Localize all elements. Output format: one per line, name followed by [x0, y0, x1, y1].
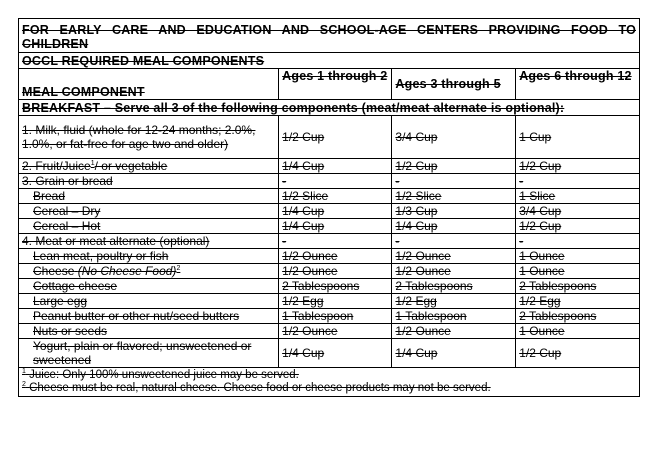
breakfast-header: BREAKFAST – Serve all 3 of the following components (meat/meat alternate is optional): — [19, 100, 640, 116]
row-value-ages6: 1/2 Cup — [516, 159, 640, 174]
row-label-text: 3. Grain or bread — [22, 174, 113, 188]
row-value-ages3: 1 Tablespoon — [392, 309, 516, 324]
row-value-ages6: 1 Slice — [516, 189, 640, 204]
row-footnote-mark: 1 — [90, 160, 95, 167]
title-row — [19, 19, 640, 53]
row-value-ages6: 1 Ounce — [516, 324, 640, 339]
row-label — [19, 219, 279, 234]
row-label — [19, 159, 279, 174]
table-row — [19, 309, 640, 324]
row-value-ages3: - — [392, 234, 516, 249]
table-row — [19, 339, 640, 368]
row-value-ages6: 2 Tablespoons — [516, 309, 640, 324]
footnote-mark: 1 — [22, 368, 26, 376]
row-value-ages6: 1 Ounce — [516, 264, 640, 279]
row-value-ages1: 2 Tablespoons — [279, 279, 392, 294]
column-header-component: MEAL COMPONENT — [19, 69, 279, 100]
row-value-ages6: 1 Ounce — [516, 249, 640, 264]
table-row — [19, 116, 640, 159]
row-value-ages6: 1/2 Cup — [516, 219, 640, 234]
row-value-ages3: 1/3 Cup — [392, 204, 516, 219]
row-value-ages3: 1/2 Ounce — [392, 324, 516, 339]
row-value-ages3: - — [392, 174, 516, 189]
row-label-text: Bread — [33, 189, 66, 203]
column-header-ages1: Ages 1 through 2 — [279, 69, 392, 100]
table-body — [19, 116, 640, 368]
row-label — [19, 174, 279, 189]
table-subtitle: OCCL REQUIRED MEAL COMPONENTS — [19, 53, 640, 69]
row-label-text: Large egg — [33, 294, 88, 308]
row-label — [19, 264, 279, 279]
row-label — [19, 324, 279, 339]
row-label-text: 2. Fruit/Juice — [22, 159, 91, 173]
row-value-ages3: 1/2 Ounce — [392, 264, 516, 279]
row-value-ages3: 1/2 Slice — [392, 189, 516, 204]
row-value-ages1: 1/4 Cup — [279, 219, 392, 234]
row-value-ages3: 2 Tablespoons — [392, 279, 516, 294]
table-title: FOR EARLY CARE AND EDUCATION AND SCHOOL-AGE CENTERS PROVIDING FOOD TO CHILDREN — [19, 19, 640, 53]
table-row — [19, 264, 640, 279]
footnote-1 — [22, 369, 636, 382]
table-row — [19, 219, 640, 234]
row-value-ages6: - — [516, 174, 640, 189]
row-value-ages6: - — [516, 234, 640, 249]
table-row — [19, 279, 640, 294]
row-value-ages1: 1/2 Ounce — [279, 249, 392, 264]
row-label — [19, 116, 279, 159]
row-value-ages6: 2 Tablespoons — [516, 279, 640, 294]
column-header-row — [19, 69, 640, 100]
footnote-text: Juice: Only 100% unsweetened juice may be served. — [29, 369, 299, 381]
row-value-ages1: 1/4 Cup — [279, 159, 392, 174]
row-value-ages1: 1/4 Cup — [279, 339, 392, 368]
row-value-ages3: 1/2 Egg — [392, 294, 516, 309]
row-value-ages1: 1/2 Cup — [279, 116, 392, 159]
row-value-ages1: 1/2 Egg — [279, 294, 392, 309]
row-label-text: 4. Meat or meat alternate (optional) — [22, 234, 210, 248]
row-label-text: Nuts or seeds — [33, 324, 108, 338]
column-header-ages3: Ages 3 through 5 — [392, 69, 516, 100]
footnote-2 — [22, 382, 636, 395]
row-value-ages6: 1/2 Egg — [516, 294, 640, 309]
row-label-text: Yogurt, plain or flavored; unsweetened or sweetened — [33, 339, 252, 367]
footnote-text: Cheese must be real, natural cheese. Cheese food or cheese products may not be served. — [29, 382, 491, 394]
table-row — [19, 189, 640, 204]
row-label-suffix: / or vegetable — [94, 159, 168, 173]
row-value-ages3: 1/2 Ounce — [392, 249, 516, 264]
row-footnote-mark: 2 — [176, 265, 181, 272]
table-row — [19, 204, 640, 219]
table-row — [19, 249, 640, 264]
row-label-text: Cereal – Hot — [33, 219, 101, 233]
footnote-row — [19, 368, 640, 397]
row-value-ages1: 1/2 Slice — [279, 189, 392, 204]
row-label — [19, 234, 279, 249]
row-label-text: Cheese — [33, 264, 75, 278]
row-label-text: Cottage cheese — [33, 279, 118, 293]
row-label — [19, 204, 279, 219]
row-value-ages3: 3/4 Cup — [392, 116, 516, 159]
row-value-ages1: 1 Tablespoon — [279, 309, 392, 324]
row-label-italic: (No Cheese Food) — [77, 264, 177, 278]
row-value-ages3: 1/2 Cup — [392, 159, 516, 174]
row-label — [19, 339, 279, 368]
row-value-ages1: 1/2 Ounce — [279, 324, 392, 339]
row-value-ages1: - — [279, 174, 392, 189]
footnote-mark: 2 — [22, 381, 26, 389]
row-label — [19, 309, 279, 324]
row-label-text: Lean meat, poultry or fish — [33, 249, 169, 263]
table-row — [19, 294, 640, 309]
row-value-ages3: 1/4 Cup — [392, 219, 516, 234]
row-label — [19, 294, 279, 309]
row-label — [19, 279, 279, 294]
row-value-ages6: 1/2 Cup — [516, 339, 640, 368]
row-label-text: Cereal – Dry — [33, 204, 101, 218]
table-row — [19, 159, 640, 174]
row-value-ages1: 1/2 Ounce — [279, 264, 392, 279]
subtitle-row — [19, 53, 640, 69]
table-row — [19, 324, 640, 339]
row-label-text: Peanut butter or other nut/seed butters — [33, 309, 240, 323]
footnotes-cell — [19, 368, 640, 397]
row-value-ages3: 1/4 Cup — [392, 339, 516, 368]
row-label — [19, 189, 279, 204]
meal-components-document — [18, 18, 640, 397]
row-label-text: 1. Milk, fluid (whole for 12-24 months; 2.0%, 1.0%, or fat-free for age two and older) — [22, 123, 256, 151]
row-value-ages1: - — [279, 234, 392, 249]
table-row — [19, 174, 640, 189]
row-value-ages1: 1/4 Cup — [279, 204, 392, 219]
column-header-ages6: Ages 6 through 12 — [516, 69, 640, 100]
row-value-ages6: 1 Cup — [516, 116, 640, 159]
breakfast-header-row — [19, 100, 640, 116]
row-label — [19, 249, 279, 264]
meal-components-table — [18, 18, 640, 397]
table-row — [19, 234, 640, 249]
row-value-ages6: 3/4 Cup — [516, 204, 640, 219]
